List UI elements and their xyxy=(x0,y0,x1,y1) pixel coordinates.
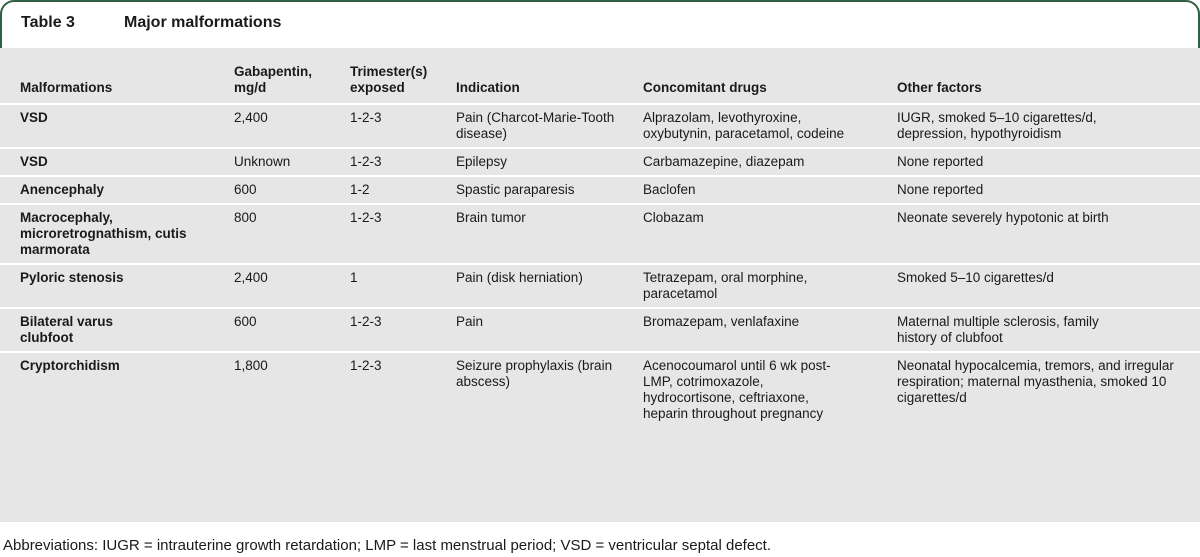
column-header-indication: Indication xyxy=(456,48,643,104)
cell-gabapentin-dose: Unknown xyxy=(234,148,350,176)
column-header-gabapentin: Gabapentin, mg/d xyxy=(234,48,350,104)
cell-gabapentin-dose: 1,800 xyxy=(234,358,268,373)
table-row xyxy=(0,352,1200,427)
cell-other-factors: Neonate severely hypotonic at birth xyxy=(897,204,1200,264)
cell-malformation: Cryptorchidism xyxy=(20,358,120,373)
cell-gabapentin-dose: 2,400 xyxy=(234,264,350,308)
cell-other-factors: None reported xyxy=(897,148,1200,176)
cell-concomitant-drugs: Baclofen xyxy=(643,176,897,204)
cell-other-factors: IUGR, smoked 5–10 cigarettes/d, depression, hypothyroidism xyxy=(897,104,1200,148)
cell-concomitant-drugs: Tetrazepam, oral morphine, paracetamol xyxy=(643,264,897,308)
table-row xyxy=(0,176,1200,204)
cell-trimester: 1-2-3 xyxy=(350,358,382,373)
cell-gabapentin-dose: 600 xyxy=(234,308,350,352)
cell-malformation: Macrocephaly, microretrognathism, cutis marmorata xyxy=(0,204,234,264)
cell-other-factors: None reported xyxy=(897,176,1200,204)
cell-indication: Seizure prophylaxis (brain abscess) xyxy=(456,358,613,389)
column-header-malformations: Malformations xyxy=(0,48,234,104)
cell-indication: Brain tumor xyxy=(456,204,643,264)
cell-indication: Pain xyxy=(456,308,643,352)
cell-trimester: 1-2-3 xyxy=(350,104,456,148)
table-row xyxy=(0,104,1200,148)
cell-indication: Spastic paraparesis xyxy=(456,176,643,204)
cell-gabapentin-dose: 600 xyxy=(234,176,350,204)
cell-concomitant-drugs: Carbamazepine, diazepam xyxy=(643,148,897,176)
cell-gabapentin-dose: 2,400 xyxy=(234,104,350,148)
cell-other-factors: Smoked 5–10 cigarettes/d xyxy=(897,264,1200,308)
column-header-other-factors: Other factors xyxy=(897,48,1200,104)
table-row xyxy=(0,264,1200,308)
cell-concomitant-drugs: Alprazolam, levothyroxine, oxybutynin, paracetamol, codeine xyxy=(643,104,897,148)
cell-gabapentin-dose: 800 xyxy=(234,204,350,264)
table-row xyxy=(0,308,1200,352)
cell-malformation: Anencephaly xyxy=(0,176,234,204)
table-row xyxy=(0,204,1200,264)
cell-other-factors: Maternal multiple sclerosis, family history of clubfoot xyxy=(897,308,1200,352)
table-container xyxy=(0,48,1200,522)
cell-malformation: Pyloric stenosis xyxy=(0,264,234,308)
column-header-concomitant-drugs: Concomitant drugs xyxy=(643,48,897,104)
table-header-row xyxy=(0,48,1200,104)
cell-trimester: 1 xyxy=(350,264,456,308)
cell-trimester: 1-2 xyxy=(350,176,456,204)
cell-indication: Pain (Charcot-Marie-Tooth disease) xyxy=(456,104,643,148)
cell-concomitant-drugs: Clobazam xyxy=(643,204,897,264)
cell-trimester: 1-2-3 xyxy=(350,308,456,352)
cell-trimester: 1-2-3 xyxy=(350,204,456,264)
cell-trimester: 1-2-3 xyxy=(350,148,456,176)
abbreviations-footnote: Abbreviations: IUGR = intrauterine growth retardation; LMP = last menstrual period; VSD = ventricular septal defect. xyxy=(3,537,772,554)
table-row xyxy=(0,148,1200,176)
cell-indication: Epilepsy xyxy=(456,148,643,176)
table-title: Major malformations xyxy=(124,14,282,31)
cell-malformation: Bilateral varus clubfoot xyxy=(0,308,234,352)
cell-malformation: VSD xyxy=(0,104,234,148)
table-number-label: Table 3 xyxy=(21,14,75,31)
cell-concomitant-drugs: Bromazepam, venlafaxine xyxy=(643,308,897,352)
cell-concomitant-drugs: Acenocoumarol until 6 wk post-LMP, cotrimoxazole, hydrocortisone, ceftriaxone, heparin throughout pregnancy xyxy=(643,358,831,421)
table-header xyxy=(0,0,1200,48)
cell-indication: Pain (disk herniation) xyxy=(456,264,643,308)
column-header-trimester: Trimester(s) exposed xyxy=(350,48,456,104)
cell-malformation: VSD xyxy=(0,148,234,176)
cell-other-factors: Neonatal hypocalcemia, tremors, and irregular respiration; maternal myasthenia, smoked 10 cigarettes/d xyxy=(897,358,1174,405)
malformations-table xyxy=(0,48,1200,427)
